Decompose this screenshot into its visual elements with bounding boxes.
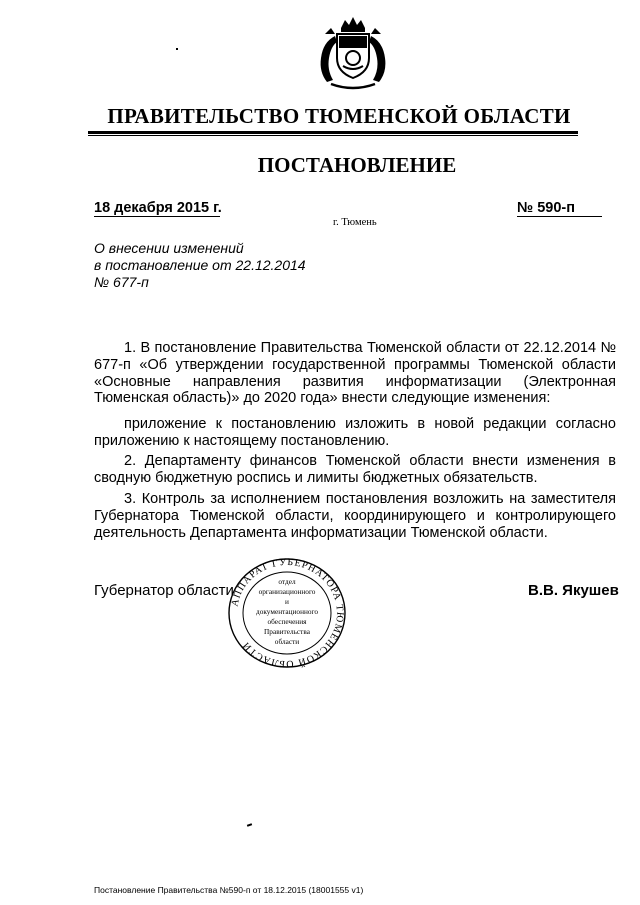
official-stamp [225,556,349,670]
scan-speck [247,823,252,827]
date-underline [94,216,220,217]
stamp-line: обеспечения [267,617,307,626]
document-number: № 590-п [517,200,575,216]
paragraph-3: 2. Департаменту финансов Тюменской области внести изменения в сводную бюджетную роспись и лимиты бюджетных обязательств. [94,453,616,486]
coat-of-arms-icon [305,14,401,92]
subject-line: О внесении изменений [94,240,244,256]
header-rule-thin [88,135,578,136]
stamp-line: Правительства [264,627,310,636]
paragraph-4: 3. Контроль за исполнением постановления возложить на заместителя Губернатора Тюменской области, координирующего и контролирующего деятельность Департамента информатизации Тюменской области. [94,491,616,541]
number-underline [517,216,602,217]
stamp-ring-text: АППАРАТ ГУБЕРНАТОРА ТЮМЕНСКОЙ ОБЛАСТИ [229,556,346,670]
signatory-title: Губернатор области [94,582,234,599]
subject-line: № 677-п [94,274,149,290]
signatory-name: В.В. Якушев [528,582,619,599]
paragraph-2: приложение к постановлению изложить в новой редакции согласно приложению к настоящему постановлению. [94,416,616,449]
stamp-line: отдел [278,577,296,586]
paragraph-1: 1. В постановление Правительства Тюменской области от 22.12.2014 № 677-п «Об утверждении государственной программы Тюменской области «Основные направления развития информатизации (Электронная Тюменская область)» до 2020 года» внести следующие изменения: [94,340,616,407]
city: г. Тюмень [333,217,377,228]
document-type: ПОСТАНОВЛЕНИЕ [257,153,457,177]
subject-line: в постановление от 22.12.2014 [94,257,306,273]
stamp-line: области [274,637,300,646]
document-subject [94,240,306,291]
stamp-line: документационного [255,607,319,616]
stamp-line: и [285,597,289,606]
document-footer: Постановление Правительства №590-п от 18.12.2015 (18001555 v1) [94,885,364,895]
header-rule [88,131,578,134]
stamp-line: организационного [258,587,316,596]
government-title: ПРАВИТЕЛЬСТВО ТЮМЕНСКОЙ ОБЛАСТИ [107,104,571,128]
document-date: 18 декабря 2015 г. [94,200,222,216]
scan-speck [176,48,178,50]
